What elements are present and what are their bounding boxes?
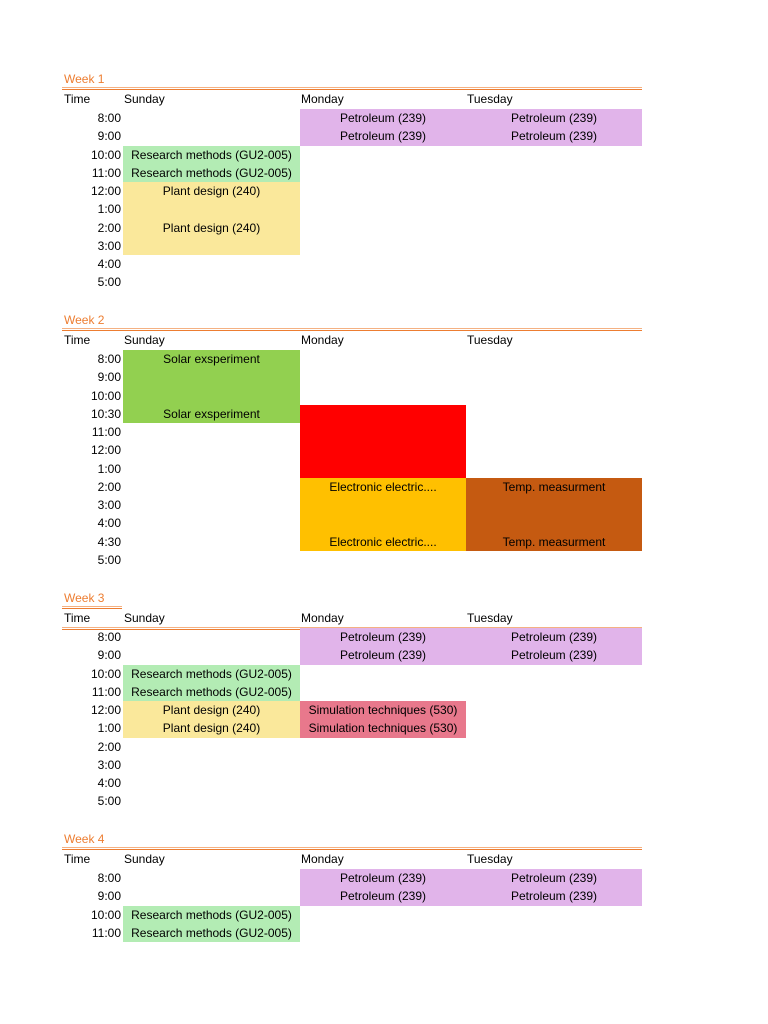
week-1-time-label: 11:00: [91, 165, 121, 180]
week-2-header-sunday: Sunday: [124, 333, 165, 347]
week-4-header-tuesday: Tuesday: [467, 852, 513, 866]
week-3-time-label: 1:00: [97, 721, 121, 736]
week-2-time-label: 4:00: [97, 516, 121, 531]
week-2-time-label: 8:00: [97, 352, 121, 366]
week-3-time-label: 5:00: [97, 794, 121, 809]
week-3-event-label: Petroleum (239): [339, 630, 427, 644]
week-2-time-label: 10:30: [90, 406, 121, 421]
week-3-event-label: Simulation techniques (530): [308, 703, 458, 717]
week-4-time-label: 10:00: [90, 907, 121, 922]
week-1-time-label: 1:00: [97, 202, 121, 217]
week-1-time-label: 9:00: [97, 129, 121, 144]
week-4-header-time: Time: [64, 852, 91, 866]
week-2-header-monday: Monday: [301, 333, 344, 347]
week-3-event-label: Plant design (240): [162, 721, 261, 736]
week-1-event-label: Petroleum (239): [339, 111, 427, 125]
week-2-time-label: 11:00: [91, 425, 121, 439]
week-1-event-label: Research methods (GU2-005): [131, 147, 292, 162]
week-4-time-label: 9:00: [97, 889, 121, 904]
week-2-header-tuesday: Tuesday: [467, 333, 513, 347]
week-2-header-time: Time: [64, 333, 91, 347]
week-3-event-label: Petroleum (239): [510, 648, 598, 663]
week-2-time-label: 10:00: [90, 388, 121, 403]
week-2-event-block: [300, 405, 466, 478]
week-2-title: Week 2: [64, 313, 105, 327]
week-3-time-label: 12:00: [90, 703, 121, 717]
week-3-event-label: Simulation techniques (530): [308, 721, 458, 736]
week-1-time-label: 5:00: [97, 275, 121, 290]
week-1-header-tuesday: Tuesday: [467, 92, 513, 106]
week-3-event-label: Research methods (GU2-005): [131, 684, 292, 699]
week-4-time-label: 8:00: [97, 871, 121, 885]
week-1-event-label: Petroleum (239): [510, 129, 598, 144]
week-1-event-label: Petroleum (239): [339, 129, 427, 144]
week-1-event-label: Plant design (240): [162, 220, 261, 235]
week-1-event-label: Plant design (240): [162, 184, 261, 198]
week-2-time-label: 5:00: [97, 552, 121, 567]
week-4-header-sunday: Sunday: [124, 852, 165, 866]
week-1-time-label: 4:00: [97, 257, 121, 271]
week-2-time-label: 2:00: [97, 479, 121, 494]
week-1-time-label: 10:00: [90, 147, 121, 162]
week-2-event-label: Solar exsperiment: [163, 352, 260, 366]
week-2-event-label: Electronic electric....: [329, 534, 437, 549]
week-1-time-label: 3:00: [97, 238, 121, 253]
week-3-time-label: 11:00: [91, 684, 121, 699]
week-1-header-monday: Monday: [301, 92, 344, 106]
week-4-event-label: Petroleum (239): [339, 871, 427, 885]
week-3-time-label: 4:00: [97, 776, 121, 790]
week-3-header-tuesday: Tuesday: [467, 611, 513, 625]
week-4-event-label: Petroleum (239): [339, 889, 427, 904]
week-4-time-label: 11:00: [91, 925, 121, 940]
week-3-time-label: 3:00: [97, 757, 121, 772]
week-4-event-label: Petroleum (239): [510, 889, 598, 904]
week-2-event-label: Solar exsperiment: [163, 406, 260, 421]
week-1-header-sunday: Sunday: [124, 92, 165, 106]
week-3-event-label: Plant design (240): [162, 703, 261, 717]
week-3-header-monday: Monday: [301, 611, 344, 625]
week-2-time-label: 9:00: [97, 370, 121, 385]
week-4-event-label: Research methods (GU2-005): [131, 925, 292, 940]
week-1-event-label: Research methods (GU2-005): [131, 165, 292, 180]
week-3-event-label: Petroleum (239): [339, 648, 427, 663]
week-2-time-label: 4:30: [97, 534, 121, 549]
week-1-title: Week 1: [64, 72, 105, 86]
week-3-header-sunday: Sunday: [124, 611, 165, 625]
week-4-title: Week 4: [64, 832, 105, 846]
week-2-time-label: 1:00: [97, 461, 121, 476]
week-3-event-label: Research methods (GU2-005): [131, 666, 292, 681]
week-2-event-label: Electronic electric....: [329, 479, 437, 494]
week-1-event-label: Petroleum (239): [510, 111, 598, 125]
week-2-time-label: 12:00: [90, 443, 121, 458]
week-3-header-time: Time: [64, 611, 91, 625]
week-3-time-label: 10:00: [90, 666, 121, 681]
week-1-time-label: 8:00: [97, 111, 121, 125]
week-4-event-label: Research methods (GU2-005): [131, 907, 292, 922]
week-2-event-label: Temp. measurment: [502, 534, 606, 549]
week-3-event-label: Petroleum (239): [510, 630, 598, 644]
week-1-time-label: 2:00: [97, 220, 121, 235]
week-2-event-label: Temp. measurment: [502, 479, 606, 494]
week-4-event-label: Petroleum (239): [510, 871, 598, 885]
week-3-time-label: 9:00: [97, 648, 121, 663]
week-2-time-label: 3:00: [97, 498, 121, 512]
week-1-header-time: Time: [64, 92, 91, 106]
week-4-header-monday: Monday: [301, 852, 344, 866]
week-3-time-label: 2:00: [97, 739, 121, 754]
week-3-time-label: 8:00: [97, 630, 121, 644]
week-3-title: Week 3: [64, 591, 105, 605]
week-1-time-label: 12:00: [90, 184, 121, 198]
